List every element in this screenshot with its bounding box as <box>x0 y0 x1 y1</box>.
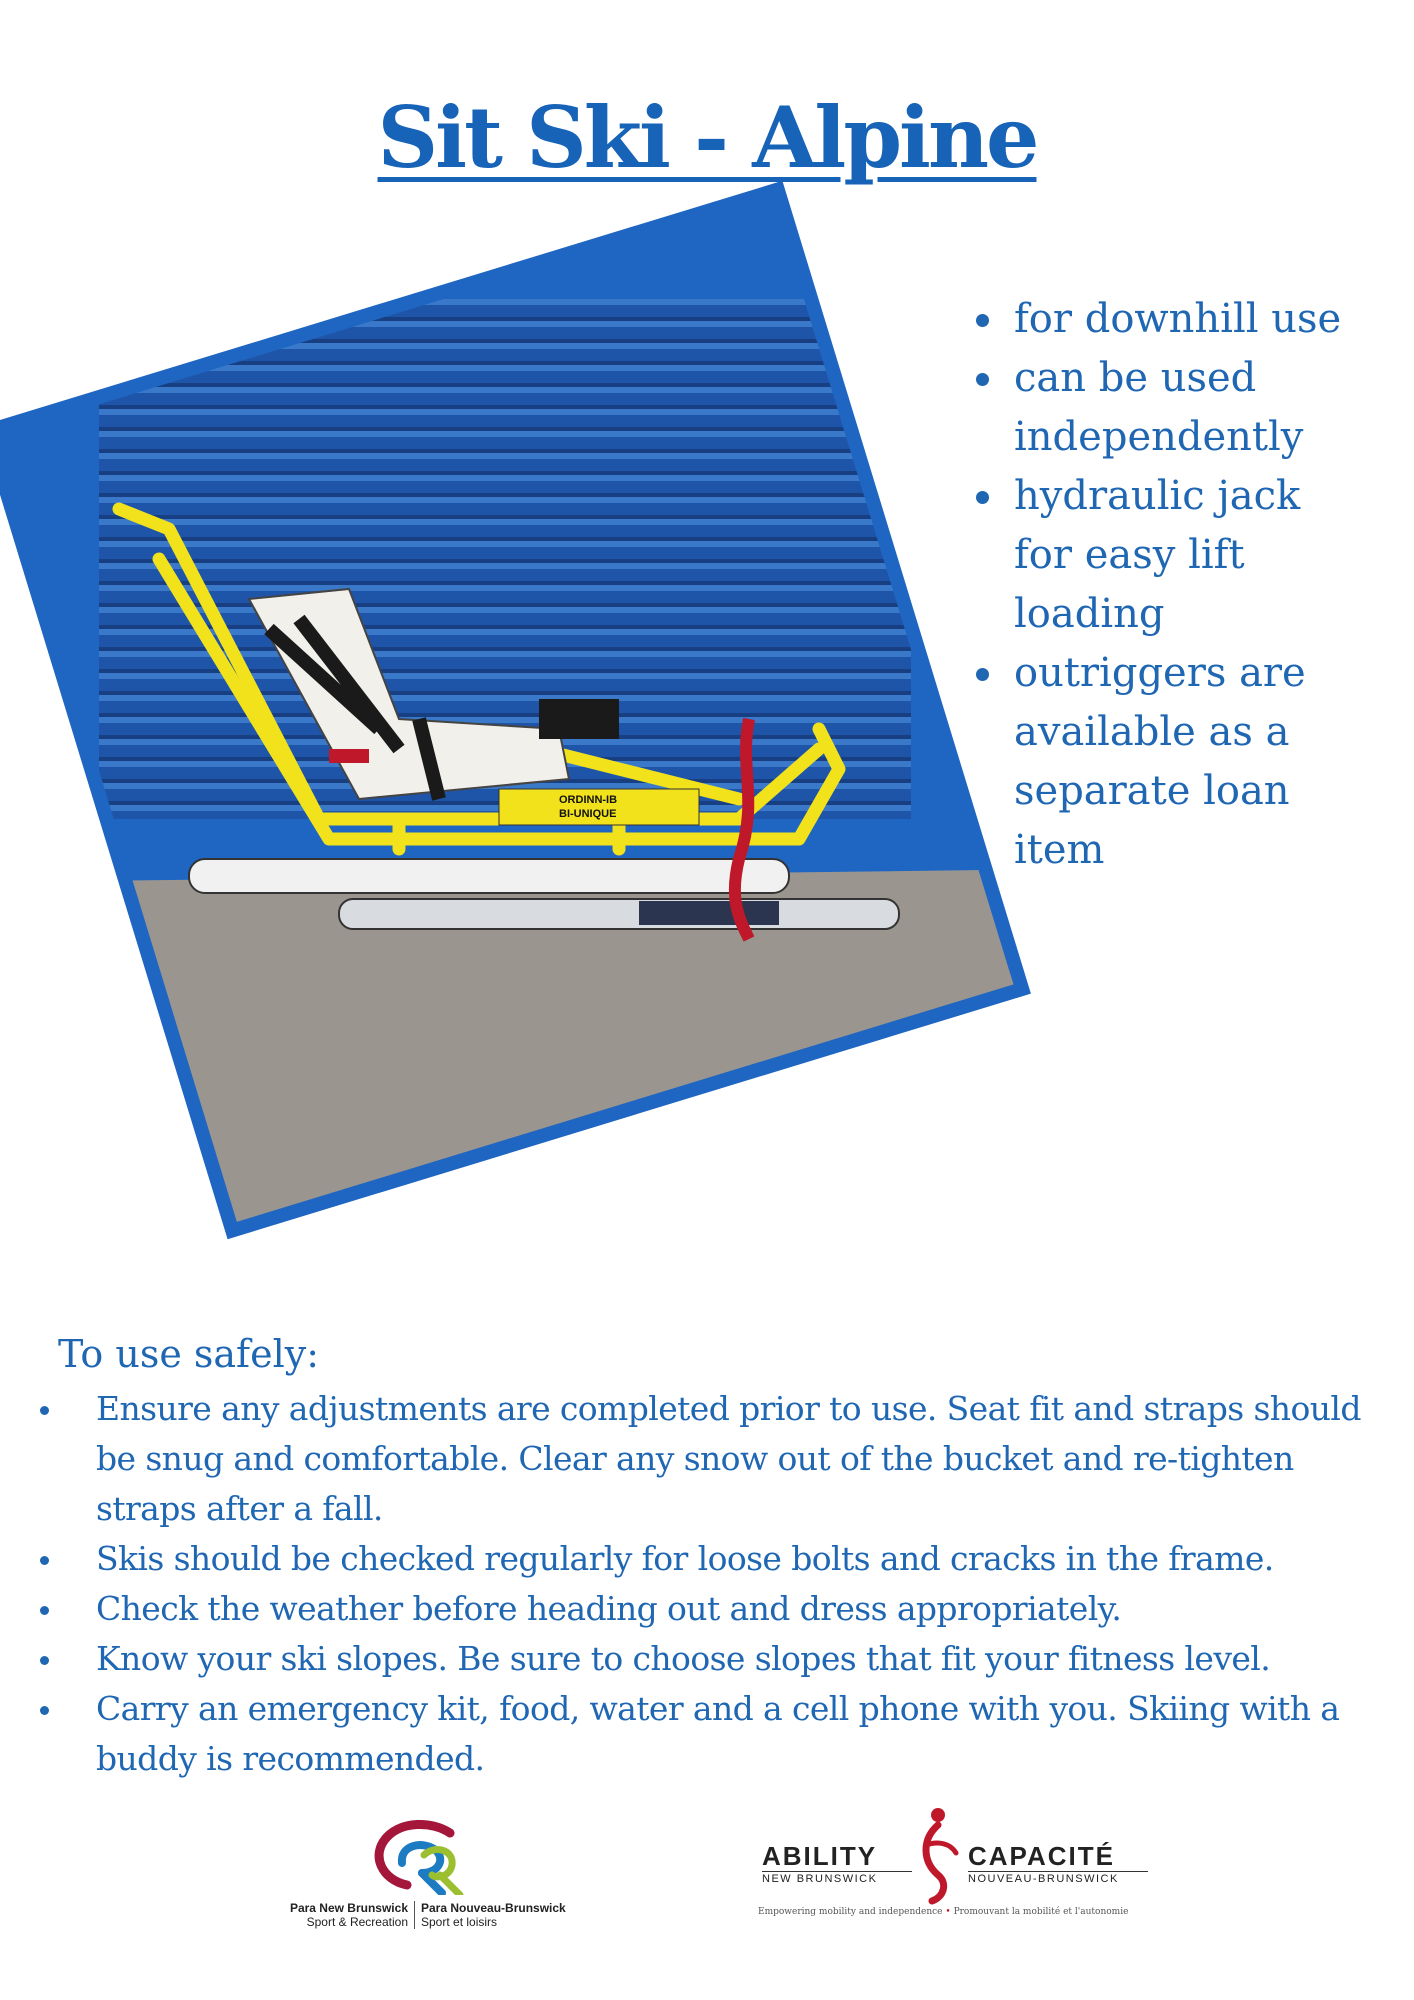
pnb-name-en: Para New Brunswick <box>289 1901 408 1915</box>
ability-word: ABILITY <box>762 1841 878 1871</box>
ability-sub: NEW BRUNSWICK <box>762 1873 878 1885</box>
capacite-rule <box>968 1871 1148 1872</box>
feature-item: can be used independently <box>970 349 1370 467</box>
ability-tagline <box>758 1907 1178 1917</box>
safety-item: Check the weather before heading out and dress appropriately. <box>28 1584 1398 1634</box>
tagline-separator: • <box>945 1907 951 1917</box>
para-nb-logo <box>270 1815 590 1929</box>
tagline-fr: Promouvant la mobilité et l'autonomie <box>953 1907 1129 1917</box>
feature-item: outriggers are available as a separate loan item <box>970 644 1370 880</box>
feature-list <box>970 290 1370 880</box>
para-nb-mark-icon <box>362 1815 472 1895</box>
ability-rule <box>762 1871 912 1872</box>
ability-figure-icon <box>908 1805 968 1905</box>
capacite-word: CAPACITÉ <box>968 1841 1115 1871</box>
feature-item: for downhill use <box>970 290 1370 349</box>
pnb-sub-en: Sport & Recreation <box>306 1915 408 1929</box>
para-nb-wordmark <box>270 1901 590 1929</box>
ski-label-1: ORDINN-IB <box>559 794 618 806</box>
capacite-sub: NOUVEAU-BRUNSWICK <box>968 1873 1119 1885</box>
safety-item: Ensure any adjustments are completed prior to use. Seat fit and straps should be snug and comfortable. Clear any snow out of the bucket and re-tighten straps after a fall. <box>28 1384 1398 1534</box>
pnb-sub-fr: Sport et loisirs <box>421 1915 498 1929</box>
sit-ski-photo <box>0 181 1031 1239</box>
page-title: Sit Ski - Alpine <box>377 88 1037 187</box>
ski-label-2: BI-UNIQUE <box>559 808 617 820</box>
safety-list <box>28 1384 1398 1784</box>
safety-item: Know your ski slopes. Be sure to choose slopes that fit your fitness level. <box>28 1634 1398 1684</box>
tagline-en: Empowering mobility and independence <box>758 1907 943 1917</box>
safety-heading: To use safely: <box>58 1332 320 1376</box>
safety-item: Carry an emergency kit, food, water and a cell phone with you. Skiing with a buddy is recommended. <box>28 1684 1398 1784</box>
safety-item: Skis should be checked regularly for loose bolts and cracks in the frame. <box>28 1534 1398 1584</box>
pnb-name-fr: Para Nouveau-Brunswick <box>421 1901 566 1915</box>
ability-nb-logo <box>748 1805 1168 1925</box>
feature-item: hydraulic jack for easy lift loading <box>970 467 1370 644</box>
sit-ski-illustration <box>0 198 1013 1221</box>
